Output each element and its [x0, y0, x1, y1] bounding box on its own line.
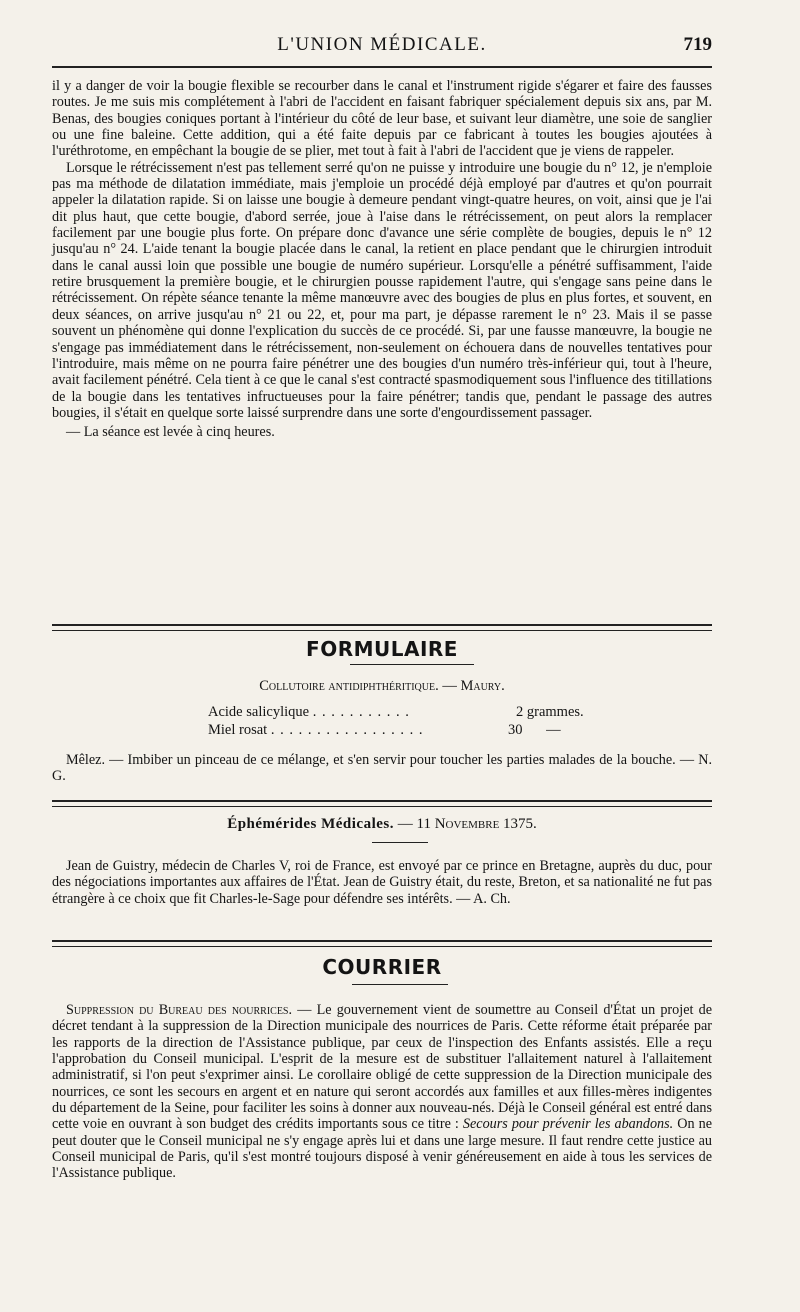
ingredient-name: Acide salicylique: [208, 704, 310, 720]
ingredient-name: Miel rosat: [208, 722, 268, 738]
title-underline: [372, 842, 428, 843]
courrier-text-end: On ne peut douter que le Conseil municipal ne s'y engage après lui et dans une large mesure. Il faut rendre cette justice au Conseil municipal de Paris, qu'il s'est montré toujours disposé à venir généreusement en aide à tous les services de l'Assistance publique.: [52, 1116, 713, 1182]
ingredient-row: [208, 722, 423, 739]
ephemerides-date: — 11 Novembre 1375.: [397, 816, 537, 832]
formulaire-title: FORMULAIRE: [306, 637, 458, 661]
formula-instructions: Mêlez. — Imbiber un pinceau de ce mélange, et s'en servir pour toucher les parties malades de la bouche. — N. G.: [52, 752, 712, 785]
ephemerides-heading: Éphémérides Médicales.: [227, 816, 394, 832]
ephemerides-title: [52, 816, 712, 833]
ingredient-list: [208, 704, 628, 744]
title-underline: [352, 984, 448, 985]
journal-title: L'UNION MÉDICALE.: [277, 34, 487, 55]
ephemerides-body: Jean de Guistry, médecin de Charles V, roi de France, est envoyé par ce prince en Bretagne, auprès du duc, pour des négociations importantes aux affaires de l'État. Jean de Guistry était, du reste, Breton, et sa nationalité ne fut pas étrangère à ce choix que fit Charles-le-Sage pour défendre ses intérêts. — A. Ch.: [52, 858, 712, 907]
ingredient-quantity: 2 grammes.: [516, 704, 584, 720]
header-rule: [52, 66, 712, 68]
section-divider: [52, 624, 712, 631]
courrier-title: COURRIER: [322, 955, 442, 979]
section-divider: [52, 940, 712, 947]
page-number: 719: [683, 34, 712, 55]
ingredient-quantity: 30 —: [508, 722, 561, 738]
leader-dots: . . . . . . . . . . .: [312, 704, 410, 720]
running-header: [52, 34, 712, 64]
formula-subtitle: [52, 678, 712, 695]
section-divider: [52, 800, 712, 807]
formula-name: Collutoire antidiphthéritique.: [259, 678, 439, 694]
courrier-italic-title: Secours pour prévenir les abandons.: [462, 1116, 674, 1133]
article-paragraph-2: Lorsque le rétrécissement n'est pas tellement serré qu'on ne puisse y introduire une bougie du n° 12, je n'emploie pas ma méthode de dilatation immédiate, mais j'emploie un procédé déjà employé par d'autres et qu'on pourrait appeler la dilatation rapide. Si on laisse une bougie à demeure pendant vingt-quatre heures, on voit, ainsi que je l'ai dit plus haut, que cette bougie, d'abord serrée, joue à l'aise dans le rétrécissement, on peut alors la remplacer facilement par une bougie plus forte. On prépare donc d'avance une série complète de bougies, depuis le n° 12 jusqu'au n° 24. L'aide tenant la bougie placée dans le canal, la retient en place pendant que le chirurgien introduit dans le canal aussi loin que possible une bougie de numéro supérieur. Lorsqu'elle a pénétré suffisamment, l'aide retire brusquement la première bougie, et le chirurgien pousse rapidement l'autre, qui s'engage sans peine dans le rétrécissement. On répète séance tenante la même manœuvre avec des bougies de plus en plus fortes, et souvent, en deux séances, on arrive jusqu'au n° 21 ou 22, et, pour ma part, je dépasse rarement le n° 23. Mais il se passe souvent un phénomène qui donne l'explication du succès de ce procédé. Si, par une fausse manœuvre, la bougie ne s'engage pas immédiatement dans le rétrécissement, non-seulement on échouera dans de nouvelles tentatives pour l'introduire, mais même on ne pourra faire pénétrer une des bougies d'un numéro très-inférieur qui, tout à l'heure, avait facilement pénétré. Cela tient à ce que le canal s'est contracté spasmodiquement sous l'influence des titillations de la bougie dans les tentatives infructueuses pour la faire pénétrer; tandis que, pendant le passage des autres bougies, il s'était en quelque sorte laissé surprendre dans une sorte d'engourdissement passager.: [52, 159, 712, 421]
title-underline: [350, 664, 474, 665]
courrier-text: — Le gouvernement vient de soumettre au Conseil d'État un projet de décret tendant à la suppression de la Direction municipale des nourrices de Paris. Cette réforme était préparée par les rapports de la direction de l'Assistance publique, par ceux de l'inspection des Enfants assistés. Elle a reçu l'approbation du Conseil municipal. L'esprit de la mesure est de substituer l'allaitement naturel à l'allaitement administratif, si l'on peut s'exprimer ainsi. Le corollaire obligé de cette suppression de la Direction municipale des nourrices, ce sont les secours en argent et en nature qui seront accordés aux familles et aux filles-mères indigentes du département de la Seine, pour faciliter les soins à donner aux nouveau-nés. Déjà le Conseil général est entré dans cette voie en ouvrant à son budget des crédits importants sous ce titre :: [52, 1002, 712, 1133]
formula-author: — Maury.: [442, 678, 505, 694]
courrier-lead: Suppression du Bureau des nourrices.: [66, 1002, 293, 1018]
article-body: [52, 78, 712, 441]
article-paragraph-1: il y a danger de voir la bougie flexible se recourber dans le canal et l'instrument rigide s'égarer et faire des fausses routes. Je me suis mis complétement à l'abri de l'accident en faisant fabriquer spécialement depuis six ans, par M. Benas, des bougies coniques portant à l'intérieur du côté de leur base, et suivant leur diamètre, une soie de sanglier ou une fine baleine. Cette addition, qui a été faite depuis par ce fabricant à toutes les bougies ajoutées à l'uréthrotome, en empêchant la bougie de se plier, met tout à fait à l'abri de l'accident que je viens de rappeler.: [52, 78, 712, 160]
ingredient-row: [208, 704, 410, 721]
leader-dots: . . . . . . . . . . . . . . . . .: [270, 722, 424, 738]
courrier-body: [52, 1002, 712, 1182]
session-closing: — La séance est levée à cinq heures.: [66, 424, 275, 441]
